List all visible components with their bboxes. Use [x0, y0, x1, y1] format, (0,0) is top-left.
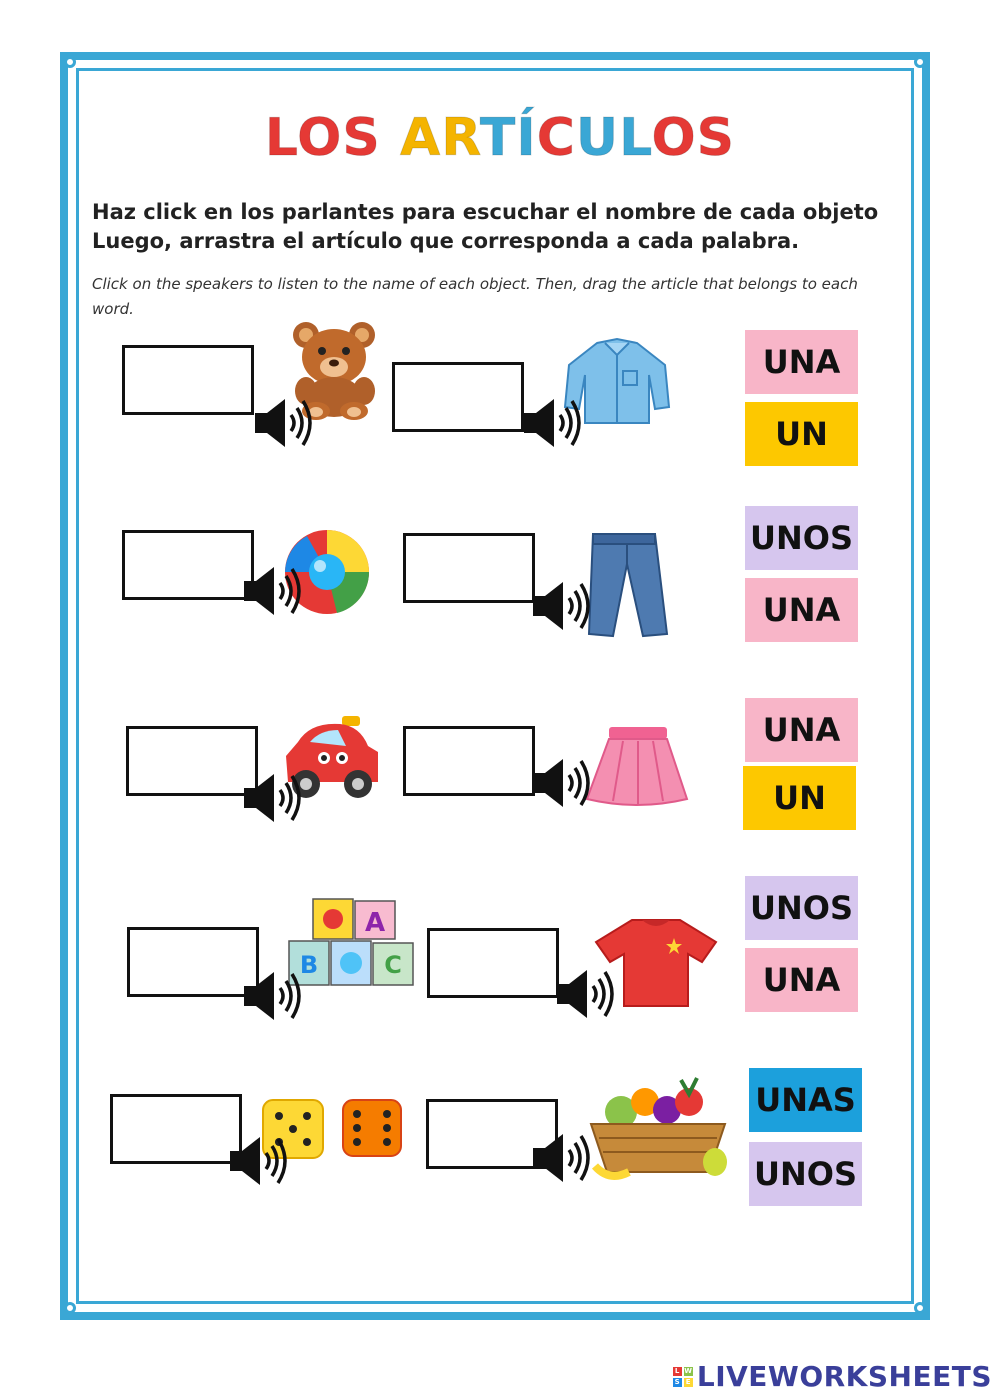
page-title: LOS ARTÍCULOS [264, 108, 736, 168]
speaker-icon[interactable] [522, 395, 584, 451]
article-chip-unos[interactable]: UNOS [749, 1142, 862, 1206]
drop-box-teddy-bear[interactable] [122, 345, 254, 415]
frame-corner [914, 1302, 926, 1314]
instructions-english: Click on the speakers to listen to the name of each object. Then, drag the article that belongs to each word. [92, 275, 858, 318]
instruction-line-2: Luego, arrastra el artículo que corresponda a cada palabra. [92, 229, 800, 253]
svg-text:C: C [384, 951, 402, 979]
frame-corner [914, 56, 926, 68]
liveworksheets-logo-icon: L W S E [674, 1366, 693, 1386]
speaker-icon[interactable] [253, 395, 315, 451]
speaker-icon[interactable] [555, 966, 617, 1022]
instruction-line-1: Haz click en los parlantes para escuchar el nombre de cada objeto [92, 200, 879, 224]
article-chip-una[interactable]: UNA [745, 948, 858, 1012]
drop-box-jeans[interactable] [403, 533, 535, 603]
drop-box-tshirt[interactable] [427, 928, 559, 998]
article-chip-unos[interactable]: UNOS [745, 506, 858, 570]
speaker-icon[interactable] [531, 755, 593, 811]
article-chip-un[interactable]: UN [745, 402, 858, 466]
speaker-icon[interactable] [531, 1130, 593, 1186]
instructions-spanish [92, 198, 892, 256]
liveworksheets-brand[interactable] [673, 1360, 992, 1393]
article-chip-unas[interactable]: UNAS [749, 1068, 862, 1132]
article-chip-un[interactable]: UN [743, 766, 856, 830]
article-chip-unos[interactable]: UNOS [745, 876, 858, 940]
article-chip-una[interactable]: UNA [745, 330, 858, 394]
article-chip-una[interactable]: UNA [745, 698, 858, 762]
speaker-icon[interactable] [228, 1133, 290, 1189]
svg-text:A: A [364, 908, 386, 938]
article-chip-una[interactable]: UNA [745, 578, 858, 642]
frame-corner [64, 56, 76, 68]
drop-box-dice[interactable] [110, 1094, 242, 1164]
fruit-basket-image [585, 1072, 735, 1187]
drop-box-shirt[interactable] [392, 362, 524, 432]
drop-box-skirt[interactable] [403, 726, 535, 796]
speaker-icon[interactable] [531, 578, 593, 634]
drop-box-ball[interactable] [122, 530, 254, 600]
skirt-image [583, 725, 691, 807]
brand-name: LIVEWORKSHEETS [696, 1360, 992, 1393]
svg-text:B: B [299, 951, 319, 979]
speaker-icon[interactable] [242, 968, 304, 1024]
drop-box-toy-car[interactable] [126, 726, 258, 796]
frame-corner [64, 1302, 76, 1314]
drop-box-blocks[interactable] [127, 927, 259, 997]
speaker-icon[interactable] [242, 563, 304, 619]
jeans-image [583, 530, 671, 640]
speaker-icon[interactable] [242, 770, 304, 826]
